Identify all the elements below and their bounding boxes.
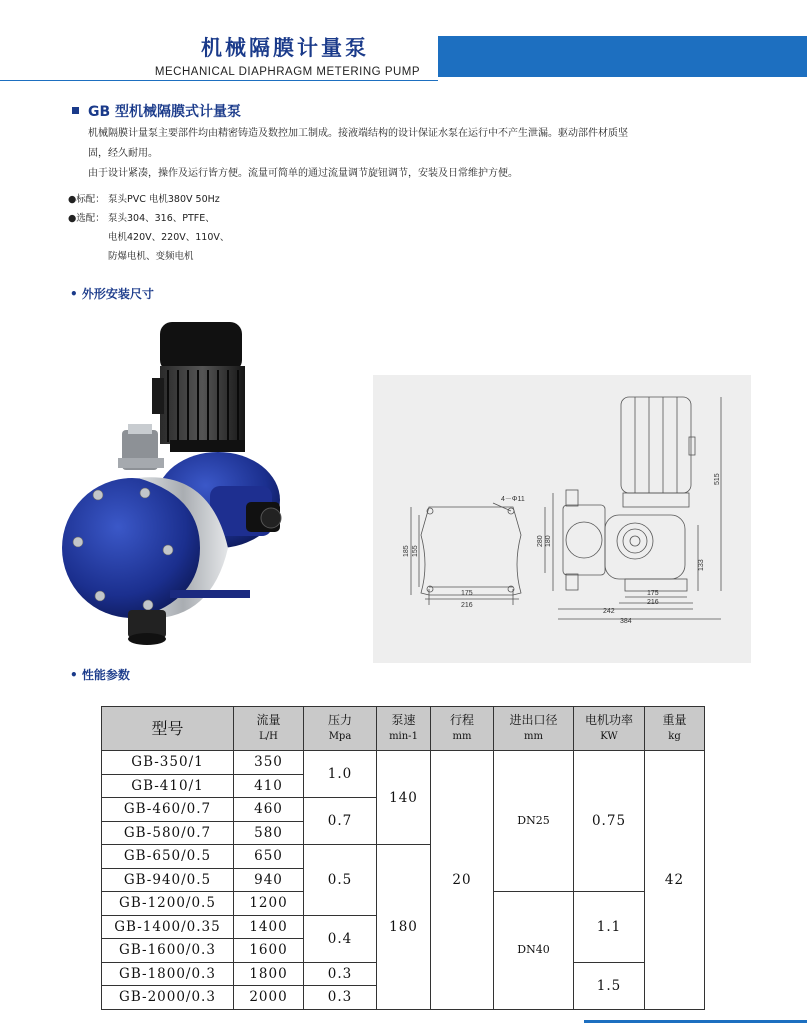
stroke-cell: 20 [431, 751, 494, 1010]
header-speed: 泵速 min-1 [377, 707, 431, 751]
dim-label: 515 [714, 473, 721, 485]
header-accent-bar [438, 36, 807, 77]
section-bullet-icon [72, 107, 79, 114]
model-cell: GB-350/1 [102, 751, 234, 775]
section-title: GB 型机械隔膜式计量泵 [88, 104, 242, 120]
header-pressure: 压力 Mpa [304, 707, 377, 751]
performance-heading: • 性能参数 [70, 668, 130, 682]
pressure-cell: 0.5 [304, 845, 377, 916]
dim-label: 175 [461, 590, 473, 597]
model-cell: GB-460/0.7 [102, 798, 234, 822]
dim-label: 216 [647, 599, 659, 606]
header-port: 进出口径 mm [494, 707, 574, 751]
model-cell: GB-580/0.7 [102, 821, 234, 845]
performance-table [101, 706, 705, 1010]
speed-cell: 180 [377, 845, 431, 1010]
header-model: 型号 [102, 707, 234, 751]
flow-cell: 580 [234, 821, 304, 845]
flow-cell: 410 [234, 774, 304, 798]
flow-cell: 460 [234, 798, 304, 822]
model-cell: GB-650/0.5 [102, 845, 234, 869]
dim-label: 242 [603, 608, 615, 615]
flow-cell: 1400 [234, 915, 304, 939]
dim-label: 175 [647, 590, 659, 597]
pressure-cell: 0.3 [304, 986, 377, 1010]
flow-cell: 650 [234, 845, 304, 869]
page-subtitle: MECHANICAL DIAPHRAGM METERING PUMP [154, 66, 421, 78]
dim-label: 180 [545, 535, 552, 547]
model-cell: GB-2000/0.3 [102, 986, 234, 1010]
optional-line: 电机420V、220V、110V、 [108, 232, 230, 243]
header-rule [0, 80, 438, 81]
optional-line: 泵头304、316、PTFE、 [108, 213, 215, 224]
model-cell: GB-1200/0.5 [102, 892, 234, 916]
model-cell: GB-940/0.5 [102, 868, 234, 892]
pressure-cell: 0.3 [304, 962, 377, 986]
port-cell: DN40 [494, 892, 574, 1010]
header-stroke: 行程 mm [431, 707, 494, 751]
power-cell: 1.1 [574, 892, 645, 963]
model-cell: GB-410/1 [102, 774, 234, 798]
dim-label: 384 [620, 618, 632, 625]
table-header-row [102, 707, 705, 751]
pressure-cell: 0.7 [304, 798, 377, 845]
intro-paragraph-line2: 固，经久耐用。 [88, 148, 158, 159]
dimension-drawing [373, 375, 751, 663]
flow-cell: 2000 [234, 986, 304, 1010]
flow-cell: 350 [234, 751, 304, 775]
standard-label: ●标配： [68, 194, 105, 205]
dim-label: 155 [412, 545, 419, 557]
optional-label: ●选配： [68, 213, 105, 224]
intro-paragraph-2: 由于设计紧凑，操作及运行皆方便。流量可简单的通过流量调节旋钮调节，安装及日常维护方便。 [88, 168, 518, 179]
flow-cell: 1600 [234, 939, 304, 963]
pump-photo [60, 300, 370, 660]
dim-label: 216 [461, 602, 473, 609]
pressure-cell: 1.0 [304, 751, 377, 798]
page-title: 机械隔膜计量泵 [201, 36, 369, 60]
model-cell: GB-1400/0.35 [102, 915, 234, 939]
port-cell: DN25 [494, 751, 574, 892]
header-weight: 重量 kg [645, 707, 705, 751]
flow-cell: 1200 [234, 892, 304, 916]
dim-label-holes: 4－Φ11 [501, 496, 525, 503]
header-flow: 流量 L/H [234, 707, 304, 751]
model-cell: GB-1600/0.3 [102, 939, 234, 963]
dim-label: 185 [403, 545, 410, 557]
flow-cell: 940 [234, 868, 304, 892]
dim-label: 280 [537, 535, 544, 547]
flow-cell: 1800 [234, 962, 304, 986]
optional-line: 防爆电机、变频电机 [108, 251, 194, 262]
dim-label: 133 [698, 559, 705, 571]
intro-paragraph-line1: 机械隔膜计量泵主要部件均由精密铸造及数控加工制成。接液端结构的设计保证水泵在运行中不产生泄漏。驱动部件材质坚 [88, 128, 628, 139]
power-cell: 1.5 [574, 962, 645, 1009]
header-power: 电机功率 KW [574, 707, 645, 751]
speed-cell: 140 [377, 751, 431, 845]
standard-value: 泵头PVC 电机380V 50Hz [108, 194, 220, 205]
weight-cell: 42 [645, 751, 705, 1010]
dimensions-heading: • 外形安装尺寸 [70, 287, 154, 301]
pressure-cell: 0.4 [304, 915, 377, 962]
table-row [102, 751, 705, 775]
power-cell: 0.75 [574, 751, 645, 892]
model-cell: GB-1800/0.3 [102, 962, 234, 986]
